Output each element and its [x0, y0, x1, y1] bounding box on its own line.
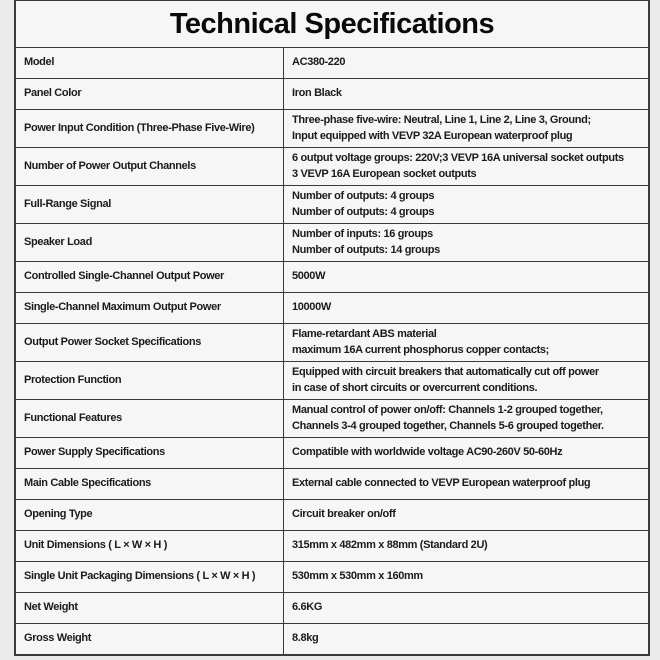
spec-label — [16, 400, 284, 437]
spec-label — [16, 593, 284, 623]
spec-value — [284, 469, 648, 499]
spec-value-line: in case of short circuits or overcurrent conditions. — [292, 381, 538, 394]
spec-row — [16, 592, 648, 623]
spec-label-text: Number of Power Output Channels — [24, 159, 196, 172]
spec-value — [284, 531, 648, 561]
spec-value — [284, 500, 648, 530]
spec-label — [16, 500, 284, 530]
spec-label — [16, 110, 284, 147]
spec-value — [284, 79, 648, 109]
spec-row — [16, 623, 648, 654]
spec-label — [16, 79, 284, 109]
spec-label-text: Opening Type — [24, 508, 93, 521]
spec-value-line: Three-phase five-wire: Neutral, Line 1, Line 2, Line 3, Ground; — [292, 114, 591, 126]
spec-row — [16, 78, 648, 109]
spec-value-line: 6.6KG — [292, 601, 323, 614]
spec-label — [16, 224, 284, 261]
spec-value — [284, 110, 648, 147]
spec-label-text: Panel Color — [24, 87, 82, 100]
spec-value-line: Circuit breaker on/off — [292, 508, 396, 521]
spec-value — [284, 186, 648, 223]
spec-label-text: Power Input Condition (Three-Phase Five-Wire) — [24, 121, 255, 134]
spec-value — [284, 262, 648, 292]
spec-value-line: 6 output voltage groups: 220V;3 VEVP 16A universal socket outputs — [292, 152, 624, 164]
technical-specifications-table — [14, 0, 650, 656]
spec-label-text: Full-Range Signal — [24, 197, 111, 210]
spec-value-line: External cable connected to VEVP European waterproof plug — [292, 477, 591, 490]
spec-value — [284, 438, 648, 468]
spec-label-text: Single-Channel Maximum Output Power — [24, 301, 221, 314]
spec-value-line: 8.8kg — [292, 632, 319, 645]
spec-label-text: Controlled Single-Channel Output Power — [24, 270, 224, 283]
spec-value — [284, 562, 648, 592]
spec-value — [284, 224, 648, 261]
spec-value — [284, 293, 648, 323]
page-title: Technical Specifications — [169, 7, 495, 40]
spec-value — [284, 362, 648, 399]
spec-value-line: Channels 3-4 grouped together, Channels 5-6 grouped together. — [292, 419, 604, 432]
spec-value-line: Flame-retardant ABS material — [292, 328, 437, 340]
spec-label — [16, 48, 284, 78]
spec-value-line: Compatible with worldwide voltage AC90-260V 50-60Hz — [292, 446, 563, 459]
spec-value-line: maximum 16A current phosphorus copper contacts; — [292, 343, 549, 356]
spec-row — [16, 361, 648, 399]
spec-label — [16, 469, 284, 499]
spec-label — [16, 531, 284, 561]
spec-row — [16, 223, 648, 261]
spec-value — [284, 593, 648, 623]
spec-value-line: Number of inputs: 16 groups — [292, 228, 433, 240]
spec-row — [16, 185, 648, 223]
spec-label-text: Model — [24, 56, 55, 69]
spec-label-text: Speaker Load — [24, 235, 92, 248]
spec-row — [16, 323, 648, 361]
spec-value-line: AC380-220 — [292, 56, 346, 69]
spec-row — [16, 437, 648, 468]
spec-label — [16, 438, 284, 468]
spec-label-text: Main Cable Specifications — [24, 477, 151, 490]
spec-value-line: 3 VEVP 16A European socket outputs — [292, 167, 477, 180]
spec-value-line: Number of outputs: 14 groups — [292, 243, 440, 256]
spec-value-line: Equipped with circuit breakers that automatically cut off power — [292, 366, 599, 378]
spec-value — [284, 148, 648, 185]
spec-label-text: Protection Function — [24, 373, 122, 386]
spec-label-text: Output Power Socket Specifications — [24, 335, 201, 348]
spec-value-line: 10000W — [292, 301, 331, 314]
spec-label-text: Power Supply Specifications — [24, 446, 165, 459]
spec-row — [16, 292, 648, 323]
spec-label-text: Functional Features — [24, 411, 122, 424]
spec-label — [16, 186, 284, 223]
spec-label-text: Unit Dimensions ( L × W × H ) — [24, 539, 168, 552]
spec-row — [16, 530, 648, 561]
spec-value-line: Manual control of power on/off: Channels 1-2 grouped together, — [292, 404, 603, 416]
spec-value — [284, 324, 648, 361]
spec-label-text: Single Unit Packaging Dimensions ( L × W × H ) — [24, 570, 256, 583]
spec-value — [284, 400, 648, 437]
spec-value-line: 530mm x 530mm x 160mm — [292, 570, 423, 583]
table-title-row — [16, 1, 648, 47]
spec-label — [16, 362, 284, 399]
spec-row — [16, 561, 648, 592]
spec-value-line: Number of outputs: 4 groups — [292, 190, 435, 202]
spec-row — [16, 468, 648, 499]
spec-label — [16, 562, 284, 592]
spec-label — [16, 624, 284, 654]
spec-label — [16, 148, 284, 185]
spec-label — [16, 324, 284, 361]
spec-row — [16, 499, 648, 530]
spec-value-line: 5000W — [292, 270, 326, 283]
spec-value-line: 315mm x 482mm x 88mm (Standard 2U) — [292, 539, 488, 552]
spec-label-text: Gross Weight — [24, 632, 92, 645]
spec-rows-container — [16, 47, 648, 654]
spec-value-line: Input equipped with VEVP 32A European waterproof plug — [292, 129, 573, 142]
spec-value-line: Number of outputs: 4 groups — [292, 205, 435, 218]
spec-row — [16, 47, 648, 78]
spec-row — [16, 109, 648, 147]
spec-value — [284, 48, 648, 78]
spec-label — [16, 293, 284, 323]
spec-label-text: Net Weight — [24, 601, 78, 614]
spec-label — [16, 262, 284, 292]
spec-value — [284, 624, 648, 654]
spec-value-line: Iron Black — [292, 87, 342, 100]
spec-row — [16, 261, 648, 292]
spec-row — [16, 399, 648, 437]
spec-row — [16, 147, 648, 185]
